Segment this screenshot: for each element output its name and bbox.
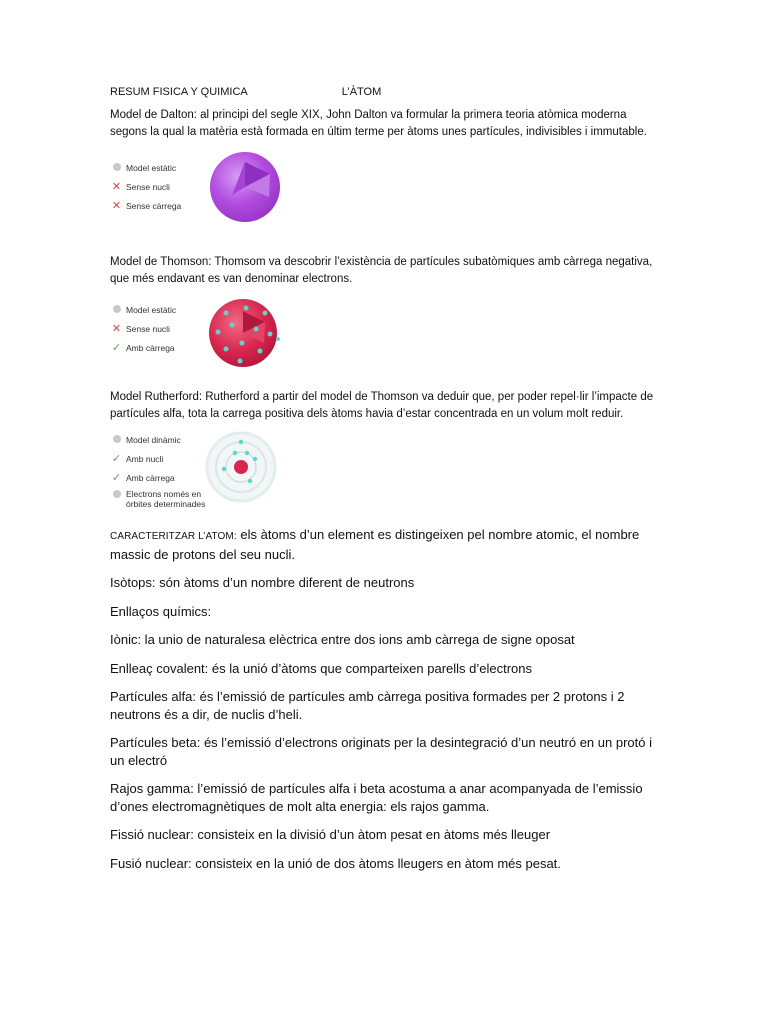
gray-dot-icon xyxy=(110,490,123,500)
thomson-paragraph: Model de Thomson: Thomsom va descobrir l’existència de partícules subatòmiques amb càrrega negativa, que més endavant es van denominar electrons. xyxy=(110,256,653,285)
cross-icon: ✕ xyxy=(111,180,122,193)
section-fissio: Fissió nuclear: consisteix en la divisió d’un àtom pesat en àtoms més lleuger xyxy=(110,827,551,842)
section-covalent: Enlleaç covalent: és la unió d’àtoms que comparteixen parells d’electrons xyxy=(110,660,533,676)
rutherford-figure xyxy=(110,432,660,512)
rutherford-atom-image xyxy=(204,429,280,505)
legend-item: ✓ Amb càrrega xyxy=(111,471,175,484)
legend-item: Model dinàmic xyxy=(110,430,205,449)
section-isotops: Isòtops: són àtoms d’un nombre diferent de neutrons xyxy=(110,575,415,590)
section-alfa: Partícules alfa: és l’emissió de partícules amb càrrega positiva formades per 2 protons i 2 neutrons és a dir, de nuclis d’heli. xyxy=(110,689,625,722)
legend-item: ✕ Sense nucli xyxy=(111,180,170,193)
legend-item: Model estàtic xyxy=(110,158,181,177)
thomson-sphere-image xyxy=(208,299,288,373)
dalton-legend xyxy=(110,158,181,215)
legend-item: ✕ Sense nucli xyxy=(111,322,170,335)
check-icon: ✓ xyxy=(111,452,122,465)
dalton-figure xyxy=(110,152,660,242)
gray-dot-icon xyxy=(110,305,123,315)
dalton-paragraph: Model de Dalton: al principi del segle XIX, John Dalton va formular la primera teoria atòmica moderna segons la qual la matèria està formada en últim terme per àtoms unes partícules, indivisibles i immutable. xyxy=(110,109,647,138)
legend-item: ✓ Amb càrrega xyxy=(111,341,175,354)
legend-item: ✓ Amb nucli xyxy=(111,452,164,465)
section-ionic: Iònic: la unio de naturalesa elèctrica entre dos ions amb càrrega de signe oposat xyxy=(110,632,575,647)
section-fusio: Fusió nuclear: consisteix en la unió de dos àtoms lleugers en àtom més pesat. xyxy=(110,855,561,871)
section-label: CARACTERITZAR L’ATOM: xyxy=(110,531,237,542)
thomson-figure xyxy=(110,299,660,377)
thomson-legend xyxy=(110,300,176,357)
document-title xyxy=(110,86,660,98)
legend-item: Electrons només en òrbites determinades xyxy=(110,487,205,513)
gray-dot-icon xyxy=(110,435,123,445)
title-right: L’ÀTOM xyxy=(341,86,382,98)
legend-item: Model estàtic xyxy=(110,300,176,319)
dalton-sphere-image xyxy=(208,152,288,226)
section-gamma: Rajos gamma: l’emissió de partícules alfa i beta acostuma a anar acompanyada de l’emissio d’ones electromagnètiques de molt alta energia: els rajos gamma. xyxy=(110,781,643,814)
section-enllacos: Enllaços químics: xyxy=(110,603,212,619)
rutherford-legend xyxy=(110,430,205,513)
cross-icon: ✕ xyxy=(111,199,122,212)
section-beta: Partícules beta: és l’emissió d’electrons originats per la desintegració d’un neutró en un protó i un electró xyxy=(110,735,652,768)
check-icon: ✓ xyxy=(111,471,122,484)
legend-item: ✕ Sense càrrega xyxy=(111,199,182,212)
rutherford-paragraph: Model Rutherford: Rutherford a partir del model de Thomson va deduir que, per poder repel·lir l’impacte de partícules alfa, tota la carrega positiva dels àtoms havia d’estar concentrada en un volum molt reduir. xyxy=(110,391,654,420)
section-text: els àtoms d’un element es distingeixen pel nombre atomic, el nombre massic de protons del seu nucli. xyxy=(110,527,640,562)
gray-dot-icon xyxy=(110,163,123,173)
check-icon: ✓ xyxy=(111,341,122,354)
document-page xyxy=(110,86,660,883)
cross-icon: ✕ xyxy=(111,322,122,335)
title-left: RESUM FISICA Y QUIMICA xyxy=(110,86,248,98)
section-caracteritzar xyxy=(110,526,660,563)
